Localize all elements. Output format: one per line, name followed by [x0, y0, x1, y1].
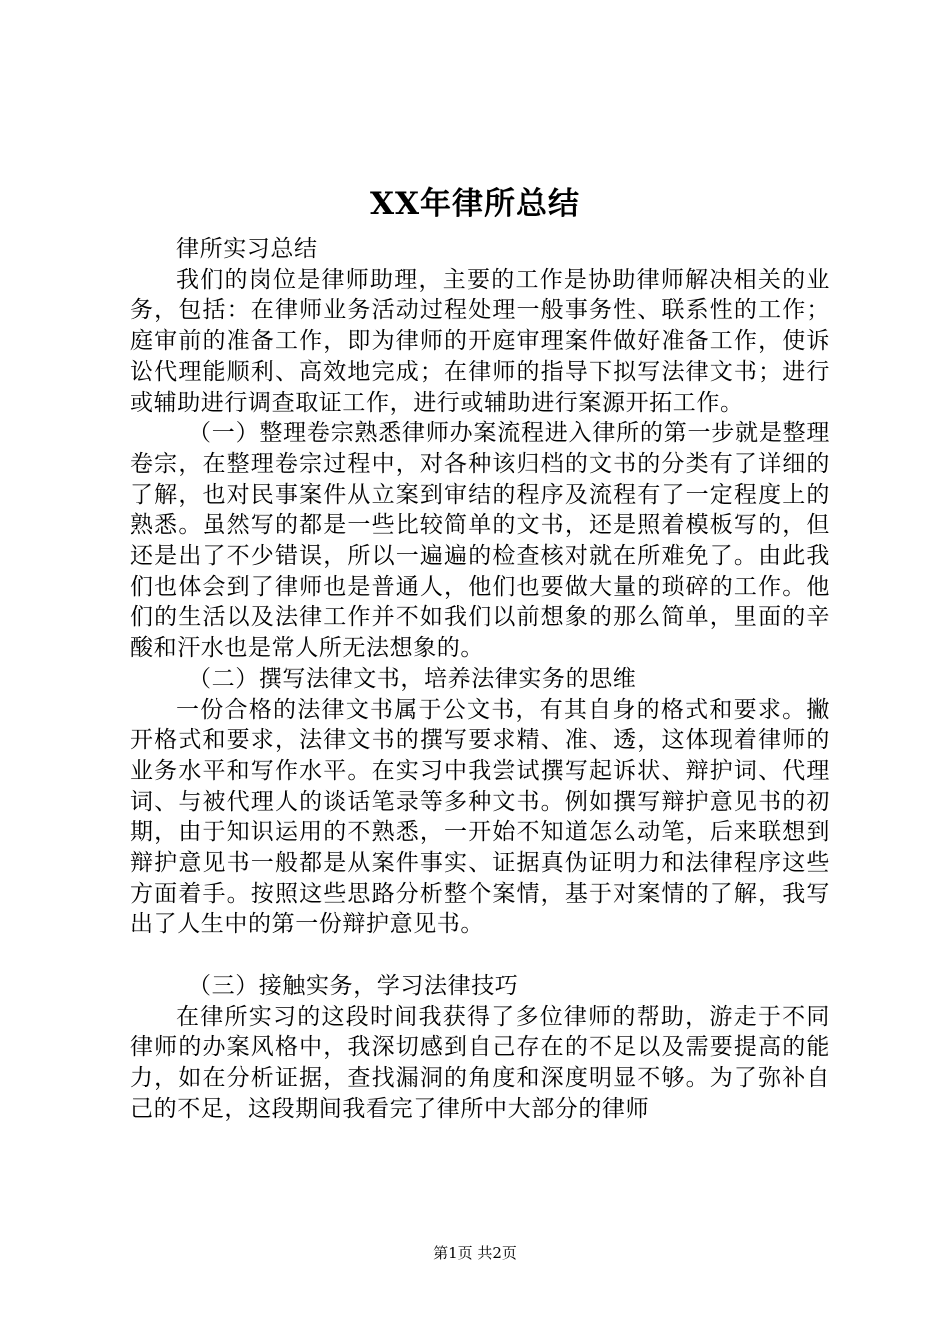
section-paragraph: （一）整理卷宗熟悉律师办案流程进入律所的第一步就是整理卷宗，在整理卷宗过程中，对各种该归档的文书的分类有了详细的了解，也对民事案件从立案到审结的程序及流程有了一定程度上的熟悉。虽然写的都是一些比较简单的文书，还是照着模板写的，但还是出了不少错误，所以一遍遍的检查核对就在所难免了。由此我们也体会到了律师也是普通人，他们也要做大量的琐碎的工作。他们的生活以及法律工作并不如我们以前想象的那么简单，里面的辛酸和汗水也是常人所无法想象的。 — [130, 420, 830, 662]
section-heading: （三）接触实务，学习法律技巧 — [188, 972, 519, 999]
body-paragraph: 一份合格的法律文书属于公文书，有其自身的格式和要求。撇开格式和要求，法律文书的撰写要求精、准、透，这体现着律师的业务水平和写作水平。在实习中我尝试撰写起诉状、辩护词、代理词、与被代理人的谈话笔录等多种文书。例如撰写辩护意见书的初期，由于知识运用的不熟悉，一开始不知道怎么动笔，后来联想到辩护意见书一般都是从案件事实、证据真伪证明力和法律程序这些方面着手。按照这些思路分析整个案情，基于对案情的了解，我写出了人生中的第一份辩护意见书。 — [130, 696, 830, 938]
section-heading: （二）撰写法律文书，培养法律实务的思维 — [188, 665, 637, 692]
paragraph-spacer — [130, 940, 830, 971]
document-title: XX年律所总结 — [369, 186, 581, 222]
page-footer: 第1页 共2页 — [433, 1244, 517, 1262]
subtitle-paragraph: 律所实习总结 — [176, 236, 318, 262]
body-paragraph: 在律所实习的这段时间我获得了多位律师的帮助，游走于不同律师的办案风格中，我深切感到自己存在的不足以及需要提高的能力，如在分析证据，查找漏洞的角度和深度明显不够。为了弥补自己的不足，这段期间我看完了律所中大部分的律师 — [130, 1003, 830, 1122]
body-paragraph: 我们的岗位是律师助理，主要的工作是协助律师解决相关的业务，包括：在律师业务活动过程处理一般事务性、联系性的工作；庭审前的准备工作，即为律师的开庭审理案件做好准备工作，使诉讼代理能顺利、高效地完成；在律师的指导下拟写法律文书；进行或辅助进行调查取证工作，进行或辅助进行案源开拓工作。 — [130, 266, 830, 416]
document-body — [130, 234, 830, 1124]
